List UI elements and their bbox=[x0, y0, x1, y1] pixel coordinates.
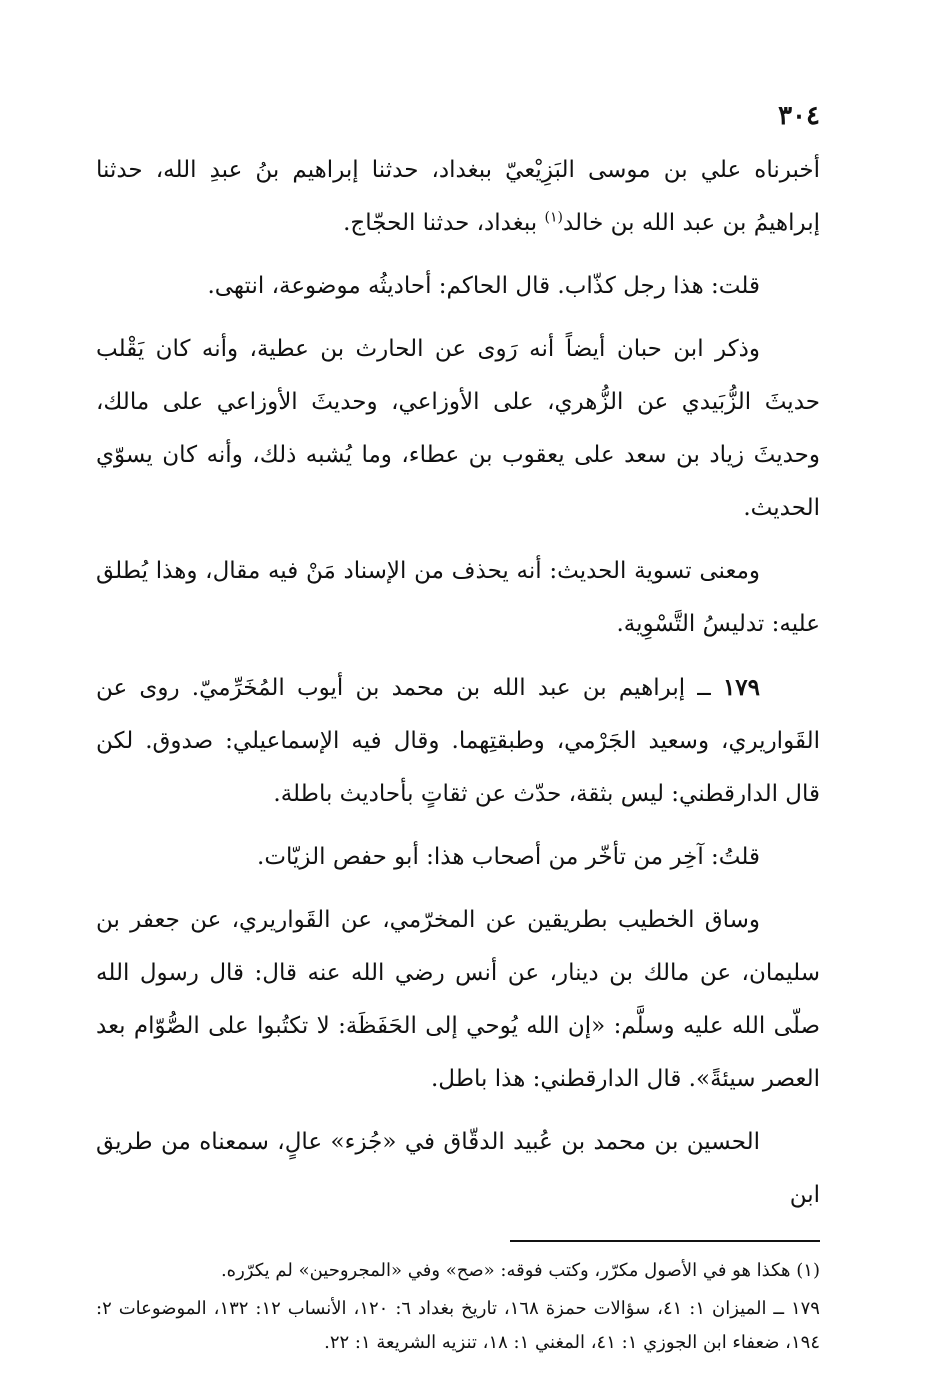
paragraph-4: ومعنى تسوية الحديث: أنه يحذف من الإسناد مَنْ فيه مقال، وهذا يُطلق عليه: تدليسُ التَّسْوِية. bbox=[96, 558, 820, 637]
entry-number: ١٧٩ bbox=[722, 674, 760, 701]
footnote-1: (١) هكذا هو في الأصول مكرّر، وكتب فوقه: «صح» وفي «المجروحين» لم يكرّره. bbox=[220, 1260, 820, 1281]
paragraph-1 bbox=[96, 144, 820, 250]
paragraph-3: وذكر ابن حبان أيضاً أنه رَوى عن الحارث بن عطية، وأنه كان يَقْلب حديثَ الزُّبَيدي عن الزُّهري، على الأوزاعي، وحديثَ الأوزاعي على مالك، وحديثَ زياد بن سعد على يعقوب بن عطاء، وما يُشبه ذلك، وأنه كان يسوّي الحديث. bbox=[96, 336, 820, 521]
paragraph-8: الحسين بن محمد بن عُبيد الدقّاق في «جُزء» عالٍ، سمعناه من طريق ابن bbox=[96, 1129, 820, 1208]
footnote-2: ١٧٩ ــ الميزان ١: ٤١، سؤالات حمزة ١٦٨، تاريخ بغداد ٦: ١٢٠، الأنساب ١٢: ١٣٢، الموضوعات ٢: ١٩٤، ضعفاء ابن الجوزي ١: ٤١، المغني ١: ١٨، تنزيه الشريعة ١: ٢٢. bbox=[96, 1298, 820, 1353]
entry-179 bbox=[96, 661, 820, 821]
paragraph-1-text-after: ببغداد، حدثنا الحجّاج. bbox=[343, 210, 545, 236]
entry-179-text: ــ إبراهيم بن عبد الله بن محمد بن أيوب المُخَرِّميّ. روى عن القَواريري، وسعيد الجَرْمي، وطبقتِهما. وقال فيه الإسماعيلي: صدوق. لكن قال الدارقطني: ليس بثقة، حدّث عن ثقاتٍ بأحاديث باطلة. bbox=[96, 675, 820, 807]
paragraph-1-text: أخبرناه علي بن موسى البَزِيْعيّ ببغداد، حدثنا إبراهيم بنُ عبدِ الله، حدثنا إبراهيمُ بن عبد الله بن خالد bbox=[96, 157, 820, 236]
footnote-divider bbox=[510, 1240, 820, 1242]
page-number: ٣٠٤ bbox=[778, 101, 820, 131]
footnote-ref-1[interactable]: (١) bbox=[544, 209, 563, 226]
document-page bbox=[96, 96, 820, 1364]
paragraph-7: وساق الخطيب بطريقين عن المخرّمي، عن القَواريري، عن جعفر بن سليمان، عن مالك بن دينار، عن أنس رضي الله عنه قال: قال رسول الله صلّى الله عليه وسلَّم: «إن الله يُوحي إلى الحَفَظَة: لا تكتُبوا على الصُّوّام بعد العصر سيئةً». قال الدارقطني: هذا باطل. bbox=[96, 907, 821, 1092]
paragraph-6: قلتُ: آخِر من تأخّر من أصحاب هذا: أبو حفص الزيّات. bbox=[257, 844, 760, 870]
paragraph-2: قلت: هذا رجل كذّاب. قال الحاكم: أحاديثُه موضوعة، انتهى. bbox=[207, 273, 760, 299]
